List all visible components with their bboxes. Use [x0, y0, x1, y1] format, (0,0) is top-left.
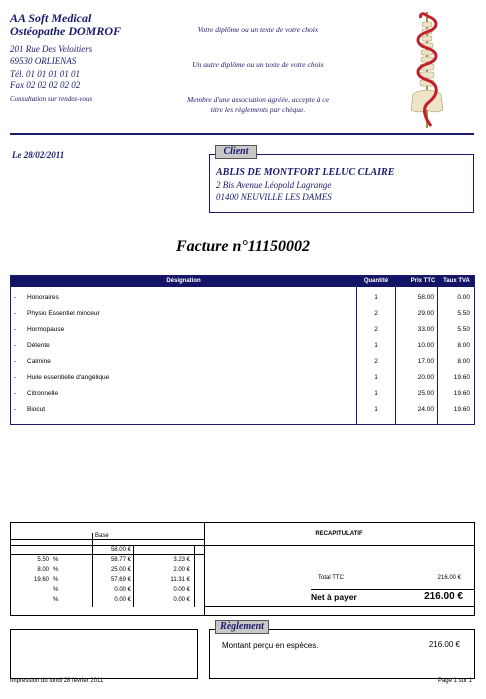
- header-tva: Taux TVA: [443, 278, 470, 284]
- net-to-pay-value: 216.00 €: [424, 591, 463, 602]
- company-fax: Fax 02 02 02 02 02: [10, 80, 81, 90]
- row-quantity: 1: [374, 294, 378, 301]
- footer-print-date: Impression du lundi 28 février 2011: [10, 678, 104, 684]
- row-dash: -: [14, 390, 17, 397]
- tax-percent: %: [53, 577, 59, 583]
- row-price: 33.00: [417, 326, 434, 333]
- row-designation: Calmine: [27, 358, 51, 365]
- payment-tab: Règlement: [215, 620, 269, 634]
- row-designation: Huile essentielle d'angélique: [27, 374, 110, 381]
- tax-rate: 8.00: [37, 567, 49, 573]
- tax-percent: %: [53, 597, 59, 603]
- payment-box: [209, 629, 475, 679]
- header-note-3a: Membre d'une association agréée, accepte à ce: [187, 95, 329, 104]
- row-dash: -: [14, 326, 17, 333]
- table-row: [11, 402, 474, 418]
- row-dash: -: [14, 406, 17, 413]
- company-address-line2: 69530 ORLIENAS: [10, 56, 77, 66]
- tax-percent: %: [53, 567, 59, 573]
- recap-title-underline: [204, 545, 474, 546]
- payment-amount: 216.00 €: [428, 640, 460, 649]
- company-address-line1: 201 Rue Des Veloitiers: [10, 44, 93, 54]
- recap-title: RECAPITULATIF: [315, 531, 363, 537]
- header-note-3b: titre les règlements par chèque.: [210, 105, 306, 114]
- client-city: 01400 NEUVILLE LES DAMES: [216, 192, 332, 202]
- table-row: [11, 386, 474, 402]
- net-to-pay-label: Net à payer: [311, 592, 357, 602]
- row-designation: Biocut: [27, 406, 46, 413]
- row-price: 20.00: [417, 374, 434, 381]
- payment-left-box: [10, 629, 198, 679]
- row-dash: -: [14, 374, 17, 381]
- header-note-2: Un autre diplôme ou un texte de votre choix: [192, 60, 324, 69]
- tax-base: 25.00 €: [110, 567, 131, 573]
- tax-amount: 2.00 €: [173, 567, 190, 573]
- tax-base-total: 58.00 €: [110, 547, 131, 553]
- row-price: 29.00: [417, 310, 434, 317]
- tax-amount: 3.23 €: [173, 557, 190, 563]
- company-name: AA Soft Medical: [10, 11, 92, 25]
- footer-page: Page 1 sur 1: [437, 678, 472, 684]
- row-quantity: 2: [374, 358, 378, 365]
- row-dash: -: [14, 358, 17, 365]
- row-tva: 0.00: [457, 294, 470, 301]
- invoice-title: Facture n°11150002: [176, 238, 310, 255]
- row-dash: -: [14, 342, 17, 349]
- row-tva: 19.60: [453, 390, 470, 397]
- tax-base: 58.77 €: [110, 557, 131, 563]
- header-note-1: Votre diplôme ou un texte de votre choix: [197, 25, 319, 34]
- payment-text: Montant perçu en espèces.: [222, 641, 319, 650]
- company-tel: Tél. 01 01 01 01 01: [10, 69, 81, 79]
- recap-box: [10, 522, 475, 616]
- client-tab: Client: [215, 145, 257, 159]
- table-row: [11, 370, 474, 386]
- client-box: [209, 154, 474, 213]
- row-quantity: 1: [374, 374, 378, 381]
- row-quantity: 1: [374, 342, 378, 349]
- header-divider: [10, 133, 474, 135]
- row-tva: 19.60: [453, 374, 470, 381]
- company-title: Ostéopathe DOMROF: [10, 24, 122, 38]
- tax-percent: %: [53, 587, 59, 593]
- table-row: [11, 290, 474, 306]
- tax-base: 57.69 €: [110, 577, 131, 583]
- row-tva: 19.60: [453, 406, 470, 413]
- row-quantity: 1: [374, 390, 378, 397]
- tax-base: 0.00 €: [114, 587, 131, 593]
- row-price: 17.00: [417, 358, 434, 365]
- header-designation: Désignation: [166, 278, 201, 284]
- consultation-note: Consultation sur rendez-vous: [10, 95, 93, 103]
- row-quantity: 2: [374, 310, 378, 317]
- table-row: [11, 354, 474, 370]
- row-dash: -: [14, 294, 17, 301]
- items-table: [10, 275, 475, 425]
- header-price: Prix TTC: [410, 278, 436, 284]
- total-ttc-value: 216.00 €: [437, 575, 461, 581]
- row-price: 10.00: [417, 342, 434, 349]
- tax-rate: 19.60: [33, 577, 49, 583]
- row-designation: Détente: [27, 342, 50, 349]
- table-row: [11, 338, 474, 354]
- tax-base-header: Base: [95, 533, 109, 539]
- items-table-header: [11, 276, 474, 287]
- row-quantity: 1: [374, 406, 378, 413]
- row-tva: 8.00: [457, 342, 470, 349]
- tax-rate: 5.50: [37, 557, 49, 563]
- tax-amount: 0.00 €: [173, 587, 190, 593]
- row-quantity: 2: [374, 326, 378, 333]
- table-row: [11, 322, 474, 338]
- row-tva: 5.50: [457, 326, 470, 333]
- recap-bottom-line: [204, 606, 474, 607]
- row-designation: Physio Essentiel minceur: [27, 310, 100, 317]
- tax-base: 0.00 €: [114, 597, 131, 603]
- tax-amount: 11.31 €: [170, 577, 190, 583]
- client-street: 2 Bis Avenue Léopold Lagrange: [216, 180, 332, 190]
- row-price: 25.00: [417, 390, 434, 397]
- client-name: ABLIS DE MONTFORT LELUC CLAIRE: [216, 167, 395, 178]
- row-tva: 8.00: [457, 358, 470, 365]
- row-designation: Citronnelle: [27, 390, 59, 397]
- tax-amount: 0.00 €: [173, 597, 190, 603]
- row-designation: Honoraires: [27, 294, 59, 301]
- table-row: [11, 306, 474, 322]
- row-tva: 5.50: [457, 310, 470, 317]
- total-ttc-label: Total TTC: [318, 575, 344, 581]
- tax-percent: %: [53, 557, 59, 563]
- net-top-line: [311, 589, 474, 590]
- invoice-date: Le 28/02/2011: [12, 150, 65, 160]
- row-price: 58.00: [417, 294, 434, 301]
- header-quantity: Quantité: [363, 278, 389, 284]
- row-designation: Hormopause: [27, 326, 65, 333]
- row-dash: -: [14, 310, 17, 317]
- tax-line: [11, 554, 204, 555]
- caduceus-spine-icon: [405, 10, 450, 132]
- row-price: 24.00: [417, 406, 434, 413]
